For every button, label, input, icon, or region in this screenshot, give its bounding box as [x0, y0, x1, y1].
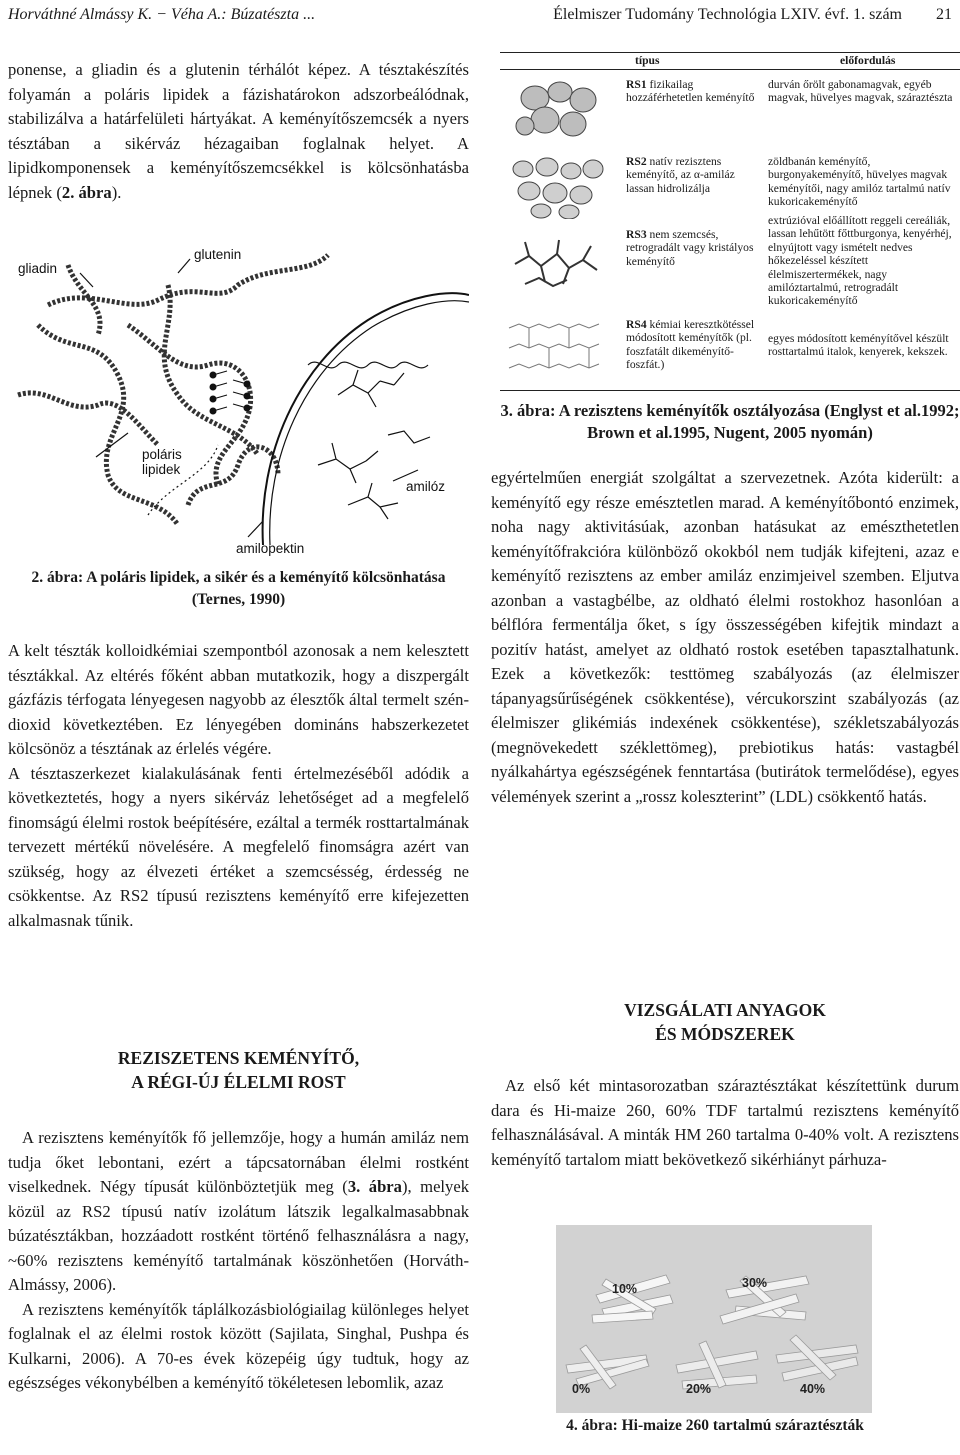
rs4-occurrence: egyes módosított keményítővel készült rosttartalmú italok, kenyerek, kekszek.: [768, 332, 949, 359]
left-body-text-2: [8, 1126, 469, 1396]
section-heading-vizsgalati: [491, 998, 959, 1046]
running-header: [8, 6, 952, 30]
paragraph-taplalkozasbiologia: A rezisztens keményítők táplálkozásbiológiailag különleges helyet foglalnak el az élelmi rostok között (Sajilata, Singhal, Pushpa és Kulkarni, 2006). A 70-es évek közepéig úgy tudtuk, hogy az egészséges vékonybélben a keményítő tökéletesen lebomlik, azaz: [8, 1299, 469, 1392]
rs1-illustration: [505, 78, 615, 142]
rs1-type: [626, 78, 761, 105]
photo-label-20: 20%: [686, 1382, 712, 1396]
rs4-type-text: kémiai keresztkötéssel módosított keményítők (pl. foszfatált dikeményítő-foszfát.): [626, 318, 755, 372]
figure-2-caption: 2. ábra: A poláris lipidek, a sikér és a keményítő kölcsönhatása (Ternes, 1990): [31, 569, 446, 608]
figure-3-table: [500, 52, 960, 392]
rs1-code: RS1: [626, 78, 647, 91]
label-lipidek: lipidek: [142, 462, 181, 477]
rs1-type-text: fizikailag hozzáférhetetlen keményítő: [626, 78, 755, 105]
figure-2-gluten-starch-diagram: [8, 245, 469, 563]
header-authors: Horváthné Almássy K. − Véha A.: Búzatészta ...: [8, 6, 316, 23]
rs2-occurrence: zöldbanán keményítő, burgonyakeményítő, hüvelyes magvak keményítői, nagy amilóz tartalmú natív kukoricakeményítő: [768, 155, 951, 209]
left-body-text: [8, 639, 469, 933]
rs2-type: [626, 155, 761, 195]
right-body-text: [491, 466, 959, 809]
label-amilopektin: amilopektin: [236, 541, 305, 556]
paragraph-mintasorozat: Az első két mintasorozatban száraztésztákat készítettünk durum dara és Hi-maize 260, 60% TDF tartalmú rezisztens keményítő felhasználásával. A minták HM 260 tartalma 0-40% volt. A rezisztens keményítő tartalom miatt bekövetkező sikérhiányt párhuza-: [491, 1076, 959, 1169]
header-journal: [553, 6, 952, 24]
page-number: 21: [936, 6, 952, 23]
rs3-code: RS3: [626, 228, 647, 241]
section-heading-rezisztens: [8, 1046, 469, 1094]
label-amiloz: amilóz: [406, 479, 446, 494]
figure-3-caption: 3. ábra: A rezisztens keményítők osztályozása (Englyst et al.1992; Brown et al.1995, Nugent, 2005 nyomán): [500, 401, 960, 442]
table-bottom-rule: [500, 390, 960, 391]
label-glutenin: glutenin: [194, 247, 242, 262]
rs2-code: RS2: [626, 155, 647, 168]
rs4-type: [626, 318, 761, 372]
heading-line-1: VIZSGÁLATI ANYAGOK: [624, 1000, 826, 1020]
paragraph-energia: egyértelműen energiát szolgáltat a szervezetnek. Azóta kiderült: a keményítő egy része emésztetlen marad. A keményítőbontó enzimek, noha nagy aktivitásúak, azonban hatásukat az emészthetetlen keményítőfrakcióra különböző okokból nem tudják kifejteni, azaz e keményítő rezisztens az ember amiláz enzimjeivel szemben. Eljutva azonban a vastagbélbe, az oldható élelmi rostokhoz hasonlóan a bélflóra fermentálja őket, s így összességében kifejtik mindazt a pozitív hatást, amelyet az oldható rostok esetében tapasztalhatunk. Ezek a következők: testtömeg szabályozás (az élelmiszer tápanyagsűrűségének csökkentése), vércukorszint szabályozás (az élelmiszer glikémiás indexének csökkentése), székletszabályozás (megnövekedett széklettömeg), prebiotikus hatás: vastagbél nyálkahártya egészségének fenntartása (butirátok termelődése), egyes vélemények szerint a „rossz koleszterint” (LDL) csökkentő hatás.: [491, 468, 959, 806]
rs4-illustration: [505, 318, 615, 382]
heading-line-2: ÉS MÓDSZEREK: [655, 1024, 795, 1044]
heading-line-1: REZISZETENS KEMÉNYÍTŐ,: [117, 1048, 360, 1068]
header-journal-name: Élelmiszer Tudomány Technológia LXIV. évf. 1. szám: [553, 6, 902, 23]
rs3-occurrence: extrúzióval előállított reggeli cereáliák, lassan lehűtött főttburgonya, kenyérhéj, elnyújtott vagy ismételt nedves hőkezeléssel készített élelmiszertermékek, nagy amilóztartalmú, retrogradált kukoricakeményítő: [768, 214, 952, 308]
paragraph-kelt-tesztak: A kelt tészták kolloidkémiai szempontból azonosak a nem kelesztett tésztákkal. Az eltérés főként abban mutatkozik, hogy a diszpergált gázfázis térfogata lényegesen nagyobb az élesztők által termelt szén-dioxid következtében. Ez lényegében domináns habszerkezetet kölcsönöz a tésztának az érlelés végére.: [8, 641, 469, 758]
figure-2-reference: 2. ábra: [61, 182, 112, 202]
intro-text: ponense, a gliadin és a glutenin térhálót képez. A tésztakészítés folyamán a poláris lipidek a fázishatárokon adszorbeálódnak, stabilizálva a határfelületi hártyákat. A keményítőszemcsék a nyers tésztában a sikérváz hézagaiban foglalnak helyet. A lipidkomponensek a keményítőszemcsékkel is kölcsönhatásba lépnek (: [8, 60, 469, 202]
photo-label-30: 30%: [742, 1276, 768, 1290]
rs1-occurrence: durván őrölt gabonamagvak, egyéb magvak, hüvelyes magvak, száraztészta: [768, 78, 953, 105]
rs3-illustration: [505, 234, 615, 298]
para-text-a: A rezisztens keményítők fő jellemzője, hogy a humán amiláz nem tudja őket lebontani, ezért a tápcsatornában élelmi rostként viselkednek. Négy típusát különböztetjük meg (: [8, 1128, 469, 1196]
header-tipus: típus: [635, 54, 660, 67]
figure-3-reference: 3. ábra: [347, 1177, 402, 1196]
photo-label-0: 0%: [572, 1382, 591, 1396]
photo-label-40: 40%: [800, 1382, 826, 1396]
rs2-illustration: [505, 155, 615, 219]
photo-label-10: 10%: [612, 1282, 638, 1296]
figure-4-svg: [556, 1225, 872, 1413]
header-elofordulas: előfordulás: [840, 54, 896, 67]
rs4-code: RS4: [626, 318, 647, 331]
rs3-type-text: nem szemcsés, retrogradált vagy kristályos keményítő: [626, 228, 754, 268]
figure-4-caption: 4. ábra: Hi-maize 260 tartalmú száraztészták: [566, 1417, 864, 1434]
figure-4-pasta-photo: [556, 1225, 872, 1413]
right-body-text-2: [491, 1074, 959, 1172]
table-header: [500, 52, 960, 70]
para-text-b: ), melyek közül az RS2 típusú natív izolátum látszik legalkalmasabbnak búzatésztákban, hozzáadott rostként történő felhasználásra a nagy, ~60% rezisztens keményítő tartalmának köszönhetően (Horváth-Almássy, 2006).: [8, 1177, 469, 1294]
intro-tail: ).: [111, 182, 122, 202]
heading-line-2: A RÉGI-ÚJ ÉLELMI ROST: [131, 1072, 346, 1092]
rs3-type: [626, 228, 761, 268]
paragraph-rezisztens-jellemzo: [8, 1126, 469, 1298]
rs2-type-text: natív rezisztens keményítő, az α-amiláz lassan hidrolizálja: [626, 155, 735, 195]
figure-2-svg: [8, 245, 469, 563]
left-intro-paragraph: [8, 58, 469, 205]
label-polaris: poláris: [142, 447, 182, 462]
label-gliadin: gliadin: [18, 261, 58, 276]
paragraph-tesztaszerkezet: A tésztaszerkezet kialakulásának fenti értelmezéséből adódik a következtetés, hogy a nyers sikérváz lehetőséget ad a megfelelő finomságú élelmi rostok beépítésére, ezáltal a termék rosttartalmának tervezett mértékű növelésére. A megfelelő finomságra azért van szükség, hogy az élvezeti értéket a szemcsésség, érdesség ne csökkentse. Az RS2 típusú rezisztens keményítő erre kifejezetten alkalmasnak tűnik.: [8, 763, 469, 930]
